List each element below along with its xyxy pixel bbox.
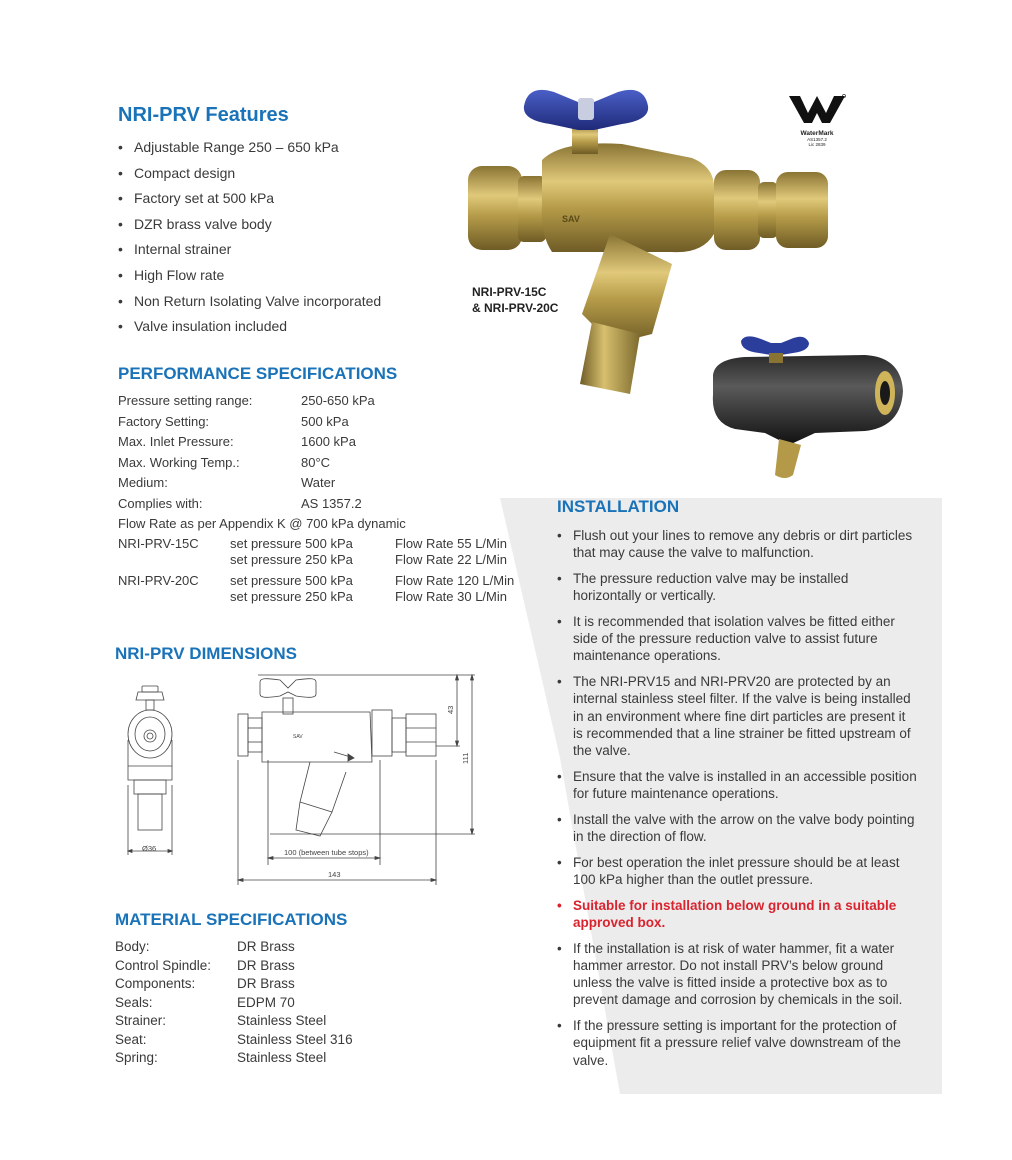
feature-item: • Factory set at 500 kPa bbox=[118, 186, 478, 212]
perf-label: Max. Inlet Pressure: bbox=[118, 434, 234, 449]
product-body-marking: SAV bbox=[562, 214, 580, 224]
watermark-name: WaterMark bbox=[800, 130, 834, 137]
material-value: DR Brass bbox=[237, 957, 295, 973]
flow-rate: Flow Rate 120 L/Min bbox=[395, 573, 515, 588]
feature-item: • Compact design bbox=[118, 161, 478, 187]
installation-item: • If the installation is at risk of water hammer, fit a water hammer arrestor. Do not install PRV’s below ground unless the valve is fitted inside a protective box as to prevent damage and corrosion by chemicals in the soil. bbox=[557, 940, 917, 1009]
flow-rate: Flow Rate 22 L/Min bbox=[395, 552, 507, 567]
flow-rate: Flow Rate 55 L/Min bbox=[395, 536, 507, 551]
perf-value: Water bbox=[301, 475, 336, 490]
material-label: Control Spindle: bbox=[115, 957, 212, 973]
material-value: EDPM 70 bbox=[237, 994, 295, 1010]
material-label: Strainer: bbox=[115, 1013, 167, 1028]
features-list bbox=[118, 135, 478, 340]
features-title: NRI-PRV Features bbox=[118, 104, 289, 126]
flow-setting: set pressure 500 kPa bbox=[230, 573, 353, 588]
watermark-licence: Lic 2839 bbox=[808, 142, 826, 147]
perf-label: Max. Working Temp.: bbox=[118, 454, 240, 470]
dim-diameter-label: Ø36 bbox=[142, 844, 157, 853]
dimensions-title: NRI-PRV DIMENSIONS bbox=[115, 644, 297, 663]
product-model-label bbox=[472, 284, 558, 316]
watermark-logo bbox=[786, 93, 848, 147]
watermark-standard: AS1357.2 bbox=[807, 137, 827, 142]
flow-rate-note: Flow Rate as per Appendix K @ 700 kPa dynamic bbox=[118, 516, 406, 531]
product-model-line2: & NRI-PRV-20C bbox=[472, 301, 559, 315]
dimension-drawing bbox=[110, 670, 490, 890]
material-title: MATERIAL SPECIFICATIONS bbox=[115, 910, 348, 929]
flow-model: NRI-PRV-20C bbox=[118, 573, 199, 588]
watermark-w-icon bbox=[786, 93, 848, 125]
end-view-drawing bbox=[128, 686, 172, 855]
installation-item: • If the pressure setting is important for the protection of equipment fit a pressure relief valve downstream of the valve. bbox=[557, 1017, 917, 1069]
perf-value: 500 kPa bbox=[301, 413, 349, 429]
material-value: DR Brass bbox=[237, 976, 295, 991]
perf-value: 1600 kPa bbox=[301, 434, 356, 449]
installation-title: INSTALLATION bbox=[557, 497, 680, 516]
dim-height-top-label: 43 bbox=[446, 705, 455, 714]
perf-label: Pressure setting range: bbox=[118, 393, 253, 408]
flow-setting: set pressure 250 kPa bbox=[230, 589, 353, 604]
perf-value: AS 1357.2 bbox=[301, 495, 362, 511]
material-value: Stainless Steel bbox=[237, 1013, 327, 1028]
perf-label: Factory Setting: bbox=[118, 413, 210, 429]
installation-item: • For best operation the inlet pressure should be at least 100 kPa higher than the outlet pressure. bbox=[557, 854, 917, 888]
flow-setting: set pressure 500 kPa bbox=[230, 536, 353, 551]
dim-height-total-label: 111 bbox=[461, 752, 470, 764]
feature-item: • Adjustable Range 250 – 650 kPa bbox=[118, 135, 478, 161]
performance-title: PERFORMANCE SPECIFICATIONS bbox=[118, 364, 398, 383]
material-value: DR Brass bbox=[237, 939, 295, 954]
installation-item: • The NRI-PRV15 and NRI-PRV20 are protected by an internal stainless steel filter. If the valve is being installed in an environment where fine dirt particles are present it is recommended that a line strainer be fitted upstream of the valve. bbox=[557, 673, 917, 759]
perf-label: Complies with: bbox=[118, 495, 203, 511]
material-label: Body: bbox=[115, 939, 150, 954]
installation-item: • Flush out your lines to remove any debris or dirt particles that may cause the valve to malfunction. bbox=[557, 527, 917, 561]
material-label: Seat: bbox=[115, 1031, 147, 1047]
perf-value: 250-650 kPa bbox=[301, 393, 375, 408]
flow-model: NRI-PRV-15C bbox=[118, 536, 199, 551]
flow-rate: Flow Rate 30 L/Min bbox=[395, 589, 507, 604]
feature-item: • High Flow rate bbox=[118, 263, 478, 289]
perf-label: Medium: bbox=[118, 475, 168, 490]
product-image-insulated-valve bbox=[705, 335, 910, 480]
dim-overall-length-label: 143 bbox=[328, 870, 341, 879]
installation-item-warning: • Suitable for installation below ground in a suitable approved box. bbox=[557, 897, 917, 931]
feature-item: • Non Return Isolating Valve incorporated bbox=[118, 289, 478, 315]
material-label: Components: bbox=[115, 976, 196, 991]
dim-body-marking: SAV bbox=[293, 734, 303, 740]
material-value: Stainless Steel 316 bbox=[237, 1031, 353, 1047]
installation-item: • Install the valve with the arrow on the valve body pointing in the direction of flow. bbox=[557, 811, 917, 845]
dim-between-stops-label: 100 (between tube stops) bbox=[284, 848, 369, 857]
feature-item: • Valve insulation included bbox=[118, 314, 478, 340]
material-value: Stainless Steel bbox=[237, 1050, 327, 1065]
installation-item: • The pressure reduction valve may be installed horizontally or vertically. bbox=[557, 570, 917, 604]
product-model-line1: NRI-PRV-15C bbox=[472, 285, 547, 299]
installation-list bbox=[557, 527, 917, 1077]
feature-item: • Internal strainer bbox=[118, 237, 478, 263]
material-label: Spring: bbox=[115, 1050, 158, 1065]
perf-value: 80°C bbox=[301, 454, 331, 470]
feature-item: • DZR brass valve body bbox=[118, 212, 478, 238]
installation-item: • Ensure that the valve is installed in an accessible position for future maintenance operations. bbox=[557, 768, 917, 802]
material-label: Seals: bbox=[115, 994, 153, 1010]
installation-item: • It is recommended that isolation valves be fitted either side of the pressure reduction valve to assist future maintenance operations. bbox=[557, 613, 917, 665]
flow-setting: set pressure 250 kPa bbox=[230, 552, 353, 567]
